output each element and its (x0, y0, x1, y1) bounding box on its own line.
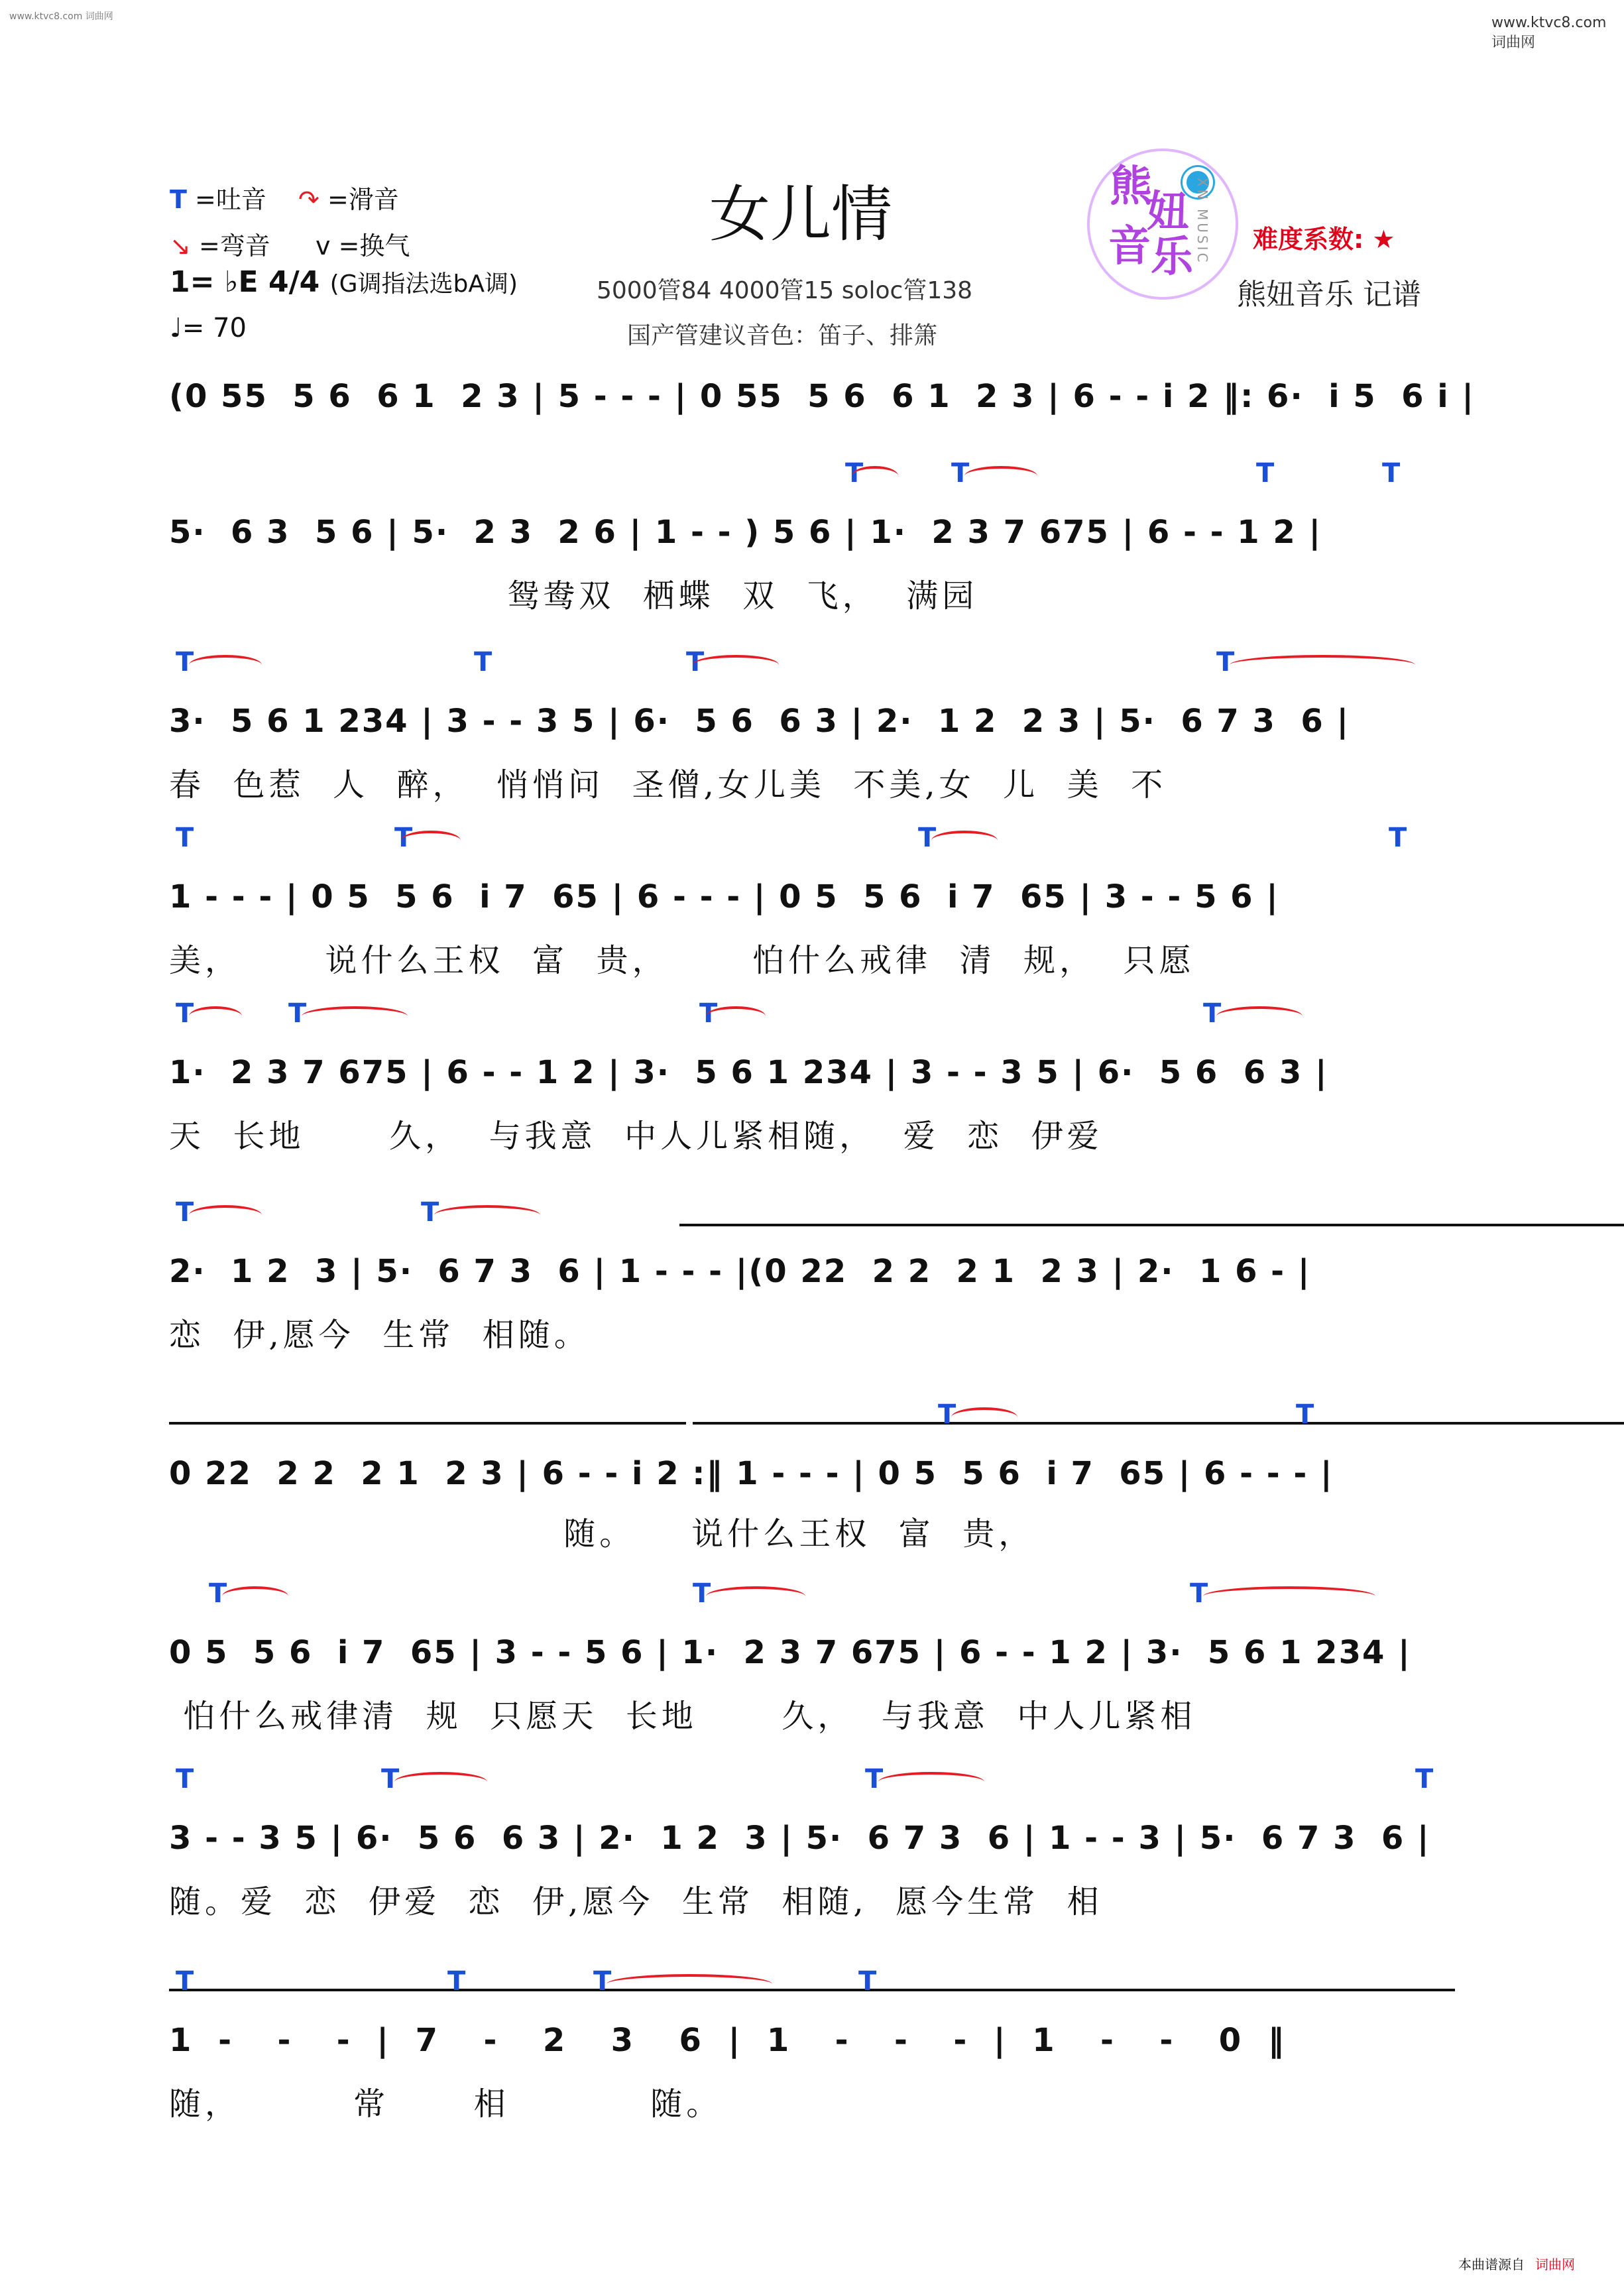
notation-line: 1 - - - | 0 5 5 6 i 7 65 | 6 - - - | 0 5 5 6 i 7 65 | 3 - - 5 6 | (169, 878, 1279, 915)
notation-line: 1 - - - | 7 - 2 3 6 | 1 - - - | 1 - - 0 ‖ (169, 2022, 1292, 2059)
tongue-icon: T (447, 1966, 466, 1997)
slide-arc (394, 1772, 487, 1792)
tongue-icon: T (394, 823, 413, 853)
key-text: 1= ♭E (170, 265, 259, 299)
slide-arc (401, 831, 461, 850)
tongue-icon: T (1216, 647, 1235, 677)
notation-line: 1· 2 3 7 675 | 6 - - 1 2 | 3· 5 6 1 234 | 3 - - 3 5 | 6· 5 6 6 3 | (169, 1054, 1328, 1091)
site-watermark-left: www.ktvc8.com 词曲网 (9, 11, 113, 22)
slide-arc (878, 1772, 984, 1792)
tongue-icon: T (209, 1578, 227, 1609)
notation-line: 3 - - 3 5 | 6· 5 6 6 3 | 2· 1 2 3 | 5· 6 7 3 6 | 1 - - 3 | 5· 6 7 3 6 | (169, 1820, 1430, 1857)
breath-icon: v (316, 231, 331, 261)
tongue-icon: T (1190, 1578, 1208, 1609)
legend-bend-label: =弯音 (198, 231, 270, 261)
tongue-icon: T (474, 647, 493, 677)
slide-arc (693, 655, 779, 675)
logo-char-3: 音 (1108, 222, 1151, 271)
tone-advice: 国产管建议音色：笛子、排箫 (627, 322, 938, 349)
tongue-icon: T (693, 1578, 711, 1609)
slide-arc (222, 1586, 288, 1606)
legend-bend (170, 225, 270, 262)
slide-arc (852, 466, 898, 486)
legend-slide (298, 179, 399, 215)
slide-arc (951, 1407, 1017, 1427)
notation-line: 2· 1 2 3 | 5· 6 7 3 6 | 1 - - - |(0 22 2 2 2 1 2 3 | 2· 1 6 - | (169, 1253, 1311, 1290)
tongue-icon: T (593, 1966, 612, 1997)
notation-line: 3· 5 6 1 234 | 3 - - 3 5 | 6· 5 6 6 3 | 2· 1 2 2 3 | 5· 6 7 3 6 | (169, 703, 1350, 740)
tongue-icon: T (176, 647, 194, 677)
tongue-icon: T (938, 1399, 957, 1430)
tongue-icon: T (1415, 1764, 1434, 1794)
slide-arc (189, 655, 262, 675)
lyric-line: 春 色惹 人 醉， 悄悄问 圣僧,女儿美 不美,女 儿 美 不 (169, 766, 1167, 803)
tongue-icon: T (381, 1764, 400, 1794)
logo-char-4: 乐 (1151, 233, 1193, 282)
lyric-line: 恋 伊,愿今 生常 相随。 (169, 1317, 590, 1354)
slide-arc (964, 466, 1037, 486)
slide-arc (706, 1006, 766, 1026)
tongue-icon: T (1382, 458, 1401, 489)
logo-side-text: XN MUSIC (1194, 178, 1210, 265)
key-signature (170, 265, 518, 299)
tongue-icon: T (686, 647, 705, 677)
slide-arc (1203, 1586, 1375, 1606)
score-row-3 (169, 647, 1458, 855)
legend-tongue (170, 179, 266, 215)
legend-slide-label: =滑音 (327, 185, 399, 214)
tongue-icon: T (176, 1966, 194, 1997)
lyric-line: 随， 常 相 随。 (169, 2085, 723, 2123)
tongue-icon: T (170, 185, 187, 214)
tongue-icon: T (1256, 458, 1275, 489)
lyric-line: 随。爱 恋 伊爱 恋 伊,愿今 生常 相随, 愿今生常 相 (169, 1883, 1103, 1920)
notation-line: 5· 6 3 5 6 | 5· 2 3 2 6 | 1 - - ) 5 6 | 1· 2 3 7 675 | 6 - - 1 2 | (169, 514, 1322, 551)
volta-bracket-2 (693, 1422, 1624, 1425)
tongue-icon: T (951, 458, 970, 489)
logo-char-1: 熊 (1110, 162, 1152, 211)
tongue-icon: T (288, 998, 307, 1029)
slide-arc (706, 1586, 805, 1606)
tongue-icon: T (1203, 998, 1222, 1029)
bend-icon: ↘ (170, 231, 191, 261)
difficulty: 难度系数: ★ (1253, 225, 1395, 254)
key-note: (G调指法选bA调) (329, 270, 518, 298)
logo-char-2: 妞 (1147, 188, 1189, 237)
notation-line: 0 5 5 6 i 7 65 | 3 - - 5 6 | 1· 2 3 7 675 | 6 - - 1 2 | 3· 5 6 1 234 | (169, 1634, 1411, 1671)
legend-breath (316, 225, 410, 262)
slide-arc (931, 831, 998, 850)
score-row-10 (169, 1966, 1458, 2174)
notation-line: 0 22 2 2 2 1 2 3 | 6 - - i 2 :‖ 1 - - - | 0 5 5 6 i 7 65 | 6 - - - | (169, 1455, 1334, 1492)
footer-site-link[interactable]: 词曲网 (1535, 2256, 1575, 2272)
slide-arc (189, 1006, 242, 1026)
legend-tongue-label: =吐音 (195, 185, 266, 214)
tongue-icon: T (176, 998, 194, 1029)
brand-logo (1087, 148, 1238, 300)
footer-source-label: 本曲谱源自 (1458, 2256, 1525, 2272)
tongue-icon: T (845, 458, 864, 489)
notation-line: (0 55 5 6 6 1 2 3 | 5 - - - | 0 55 5 6 6 1 2 3 | 6 - - i 2 ‖: 6· i 5 6 i | (169, 378, 1475, 415)
instrument-info: 5000管84 4000管15 soloc管138 (597, 277, 973, 304)
legend-breath-label: =换气 (338, 231, 410, 261)
slide-arc (434, 1205, 540, 1225)
lyric-line: 怕什么戒律清 规 只愿天 长地 久， 与我意 中人儿紧相 (169, 1698, 1196, 1735)
tongue-icon: T (421, 1197, 439, 1228)
score-row-1 (169, 378, 1475, 530)
slide-arc (302, 1006, 408, 1026)
tongue-icon: T (699, 998, 718, 1029)
score-row-5 (169, 998, 1458, 1206)
score-row-6 (169, 1197, 1458, 1405)
tongue-icon: T (918, 823, 937, 853)
footer (1458, 2254, 1575, 2273)
lyric-line: 天 长地 久， 与我意 中人儿紧相随， 爱 恋 伊爱 (169, 1118, 1103, 1155)
slide-arc (1216, 1006, 1303, 1026)
slide-arc (607, 1974, 772, 1994)
tongue-icon: T (176, 823, 194, 853)
volta-bracket (679, 1224, 1624, 1226)
lyric-line: 鸳鸯双 栖蝶 双 飞， 满园 (169, 577, 978, 615)
tongue-icon: T (1389, 823, 1407, 853)
tempo-marking: ♩= 70 (170, 313, 247, 343)
score-row-8 (169, 1578, 1458, 1787)
lyric-line: 随。 说什么王权 富 贵， (169, 1515, 1035, 1553)
slide-icon: ↷ (298, 185, 319, 214)
tongue-icon: T (1296, 1399, 1314, 1430)
tongue-icon: T (176, 1197, 194, 1228)
time-signature: 4/4 (268, 265, 320, 299)
tongue-icon: T (176, 1764, 194, 1794)
volta-bracket-1 (169, 1422, 686, 1425)
slide-arc (1230, 655, 1415, 675)
tongue-icon: T (865, 1764, 884, 1794)
lyric-line: 美， 说什么王权 富 贵， 怕什么戒律 清 规， 只愿 (169, 942, 1195, 979)
slide-arc (189, 1205, 262, 1225)
site-watermark-right: www.ktvc8.com 词曲网 (1491, 15, 1607, 51)
score-row-2 (169, 458, 1458, 666)
score-row-9 (169, 1764, 1458, 1972)
tongue-icon: T (858, 1966, 877, 1997)
phrase-bracket (169, 1989, 1455, 1991)
score-row-7 (169, 1399, 1458, 1608)
song-title: 女儿情 (709, 179, 893, 250)
transcriber: 熊妞音乐 记谱 (1237, 278, 1421, 312)
